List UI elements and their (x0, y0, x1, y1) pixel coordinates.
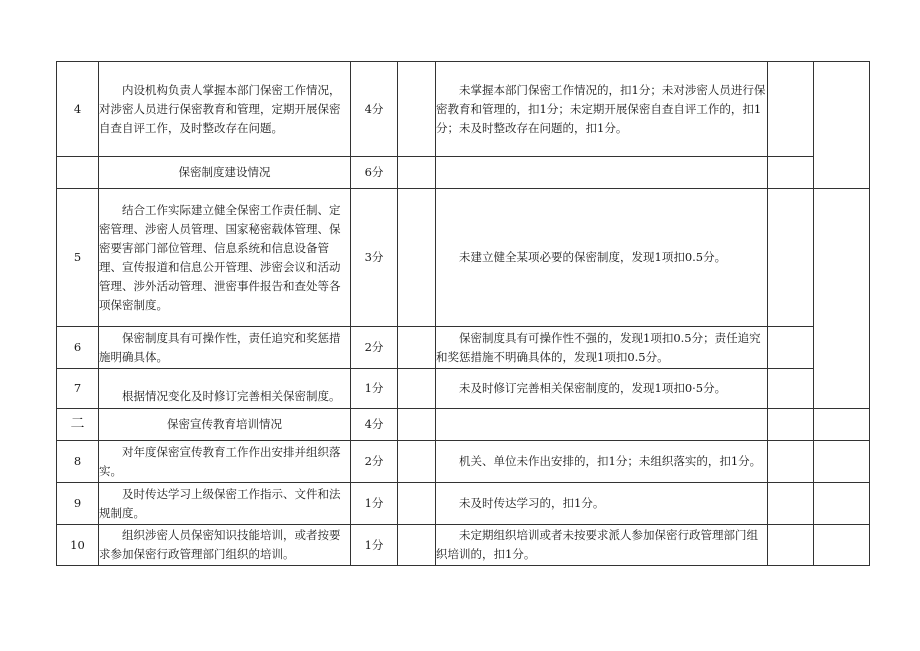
section-title: 保密制度建设情况 (99, 157, 351, 189)
item-text: 及时传达学习上级保密工作指示、文件和法规制度。 (99, 483, 351, 525)
blank-cell (768, 441, 814, 483)
blank-cell (398, 157, 436, 189)
score-cell: 2分 (351, 327, 398, 369)
blank-cell (814, 483, 870, 525)
score-cell: 1分 (351, 483, 398, 525)
item-text: 保密制度具有可操作性，责任追究和奖惩措施明确具体。 (99, 327, 351, 369)
deduction-rule: 未定期组织培训或者未按要求派人参加保密行政管理部门组织培训的，扣1分。 (436, 525, 768, 566)
score-cell: 1分 (351, 525, 398, 566)
row-number: 7 (57, 369, 99, 409)
blank-cell (814, 189, 870, 409)
table-row (57, 525, 870, 566)
blank-cell (768, 409, 814, 441)
section-title: 保密宣传教育培训情况 (99, 409, 351, 441)
deduction-rule: 保密制度具有可操作性不强的，发现1项扣0.5分；责任追究和奖惩措施不明确具体的，发现1项扣0.5分。 (436, 327, 768, 369)
blank-cell (768, 327, 814, 369)
row-number: 6 (57, 327, 99, 369)
blank-cell (57, 157, 99, 189)
item-text: 组织涉密人员保密知识技能培训，或者按要求参加保密行政管理部门组织的培训。 (99, 525, 351, 566)
row-number: 10 (57, 525, 99, 566)
section-number: 二 (57, 409, 99, 441)
blank-cell (768, 62, 814, 157)
blank-cell (398, 483, 436, 525)
deduction-rule: 未及时传达学习的，扣1分。 (436, 483, 768, 525)
item-text: 结合工作实际建立健全保密工作责任制、定密管理、涉密人员管理、国家秘密载体管理、保密要害部门部位管理、信息系统和信息设备管理、宣传报道和信息公开管理、涉密会议和活动管理、涉外活动管理、泄密事件报告和查处等各项保密制度。 (99, 189, 351, 327)
table-row (57, 189, 870, 327)
blank-cell (398, 369, 436, 409)
section-row (57, 157, 870, 189)
deduction-rule: 未建立健全某项必要的保密制度，发现1项扣0.5分。 (436, 189, 768, 327)
blank-cell (398, 189, 436, 327)
table-row (57, 62, 870, 157)
blank-cell (398, 525, 436, 566)
table-row (57, 441, 870, 483)
item-text: 根据情况变化及时修订完善相关保密制度。 (99, 369, 351, 409)
deduction-rule: 未及时修订完善相关保密制度的，发现1项扣0·5分。 (436, 369, 768, 409)
blank-cell (768, 189, 814, 327)
blank-cell (814, 525, 870, 566)
table-row (57, 369, 870, 409)
blank-cell (768, 157, 814, 189)
blank-cell (398, 62, 436, 157)
score-cell: 3分 (351, 189, 398, 327)
score-cell: 1分 (351, 369, 398, 409)
table-row (57, 327, 870, 369)
item-text: 对年度保密宣传教育工作作出安排并组织落实。 (99, 441, 351, 483)
row-number: 4 (57, 62, 99, 157)
blank-cell (398, 409, 436, 441)
table-row (57, 483, 870, 525)
evaluation-table (56, 61, 870, 566)
blank-cell (814, 409, 870, 441)
score-cell: 4分 (351, 62, 398, 157)
row-number: 5 (57, 189, 99, 327)
blank-cell (768, 369, 814, 409)
blank-cell (398, 327, 436, 369)
blank-cell (398, 441, 436, 483)
section-row (57, 409, 870, 441)
row-number: 8 (57, 441, 99, 483)
blank-cell (768, 525, 814, 566)
blank-cell (814, 441, 870, 483)
deduction-rule: 机关、单位未作出安排的，扣1分；未组织落实的，扣1分。 (436, 441, 768, 483)
score-cell: 4分 (351, 409, 398, 441)
item-text: 内设机构负责人掌握本部门保密工作情况，对涉密人员进行保密教育和管理，定期开展保密自查自评工作，及时整改存在问题。 (99, 62, 351, 157)
blank-cell (436, 409, 768, 441)
score-cell: 2分 (351, 441, 398, 483)
row-number: 9 (57, 483, 99, 525)
deduction-rule: 未掌握本部门保密工作情况的，扣1分；未对涉密人员进行保密教育和管理的，扣1分；未定期开展保密自查自评工作的，扣1分；未及时整改存在问题的，扣1分。 (436, 62, 768, 157)
blank-cell (436, 157, 768, 189)
blank-cell (814, 62, 870, 189)
blank-cell (768, 483, 814, 525)
score-cell: 6分 (351, 157, 398, 189)
